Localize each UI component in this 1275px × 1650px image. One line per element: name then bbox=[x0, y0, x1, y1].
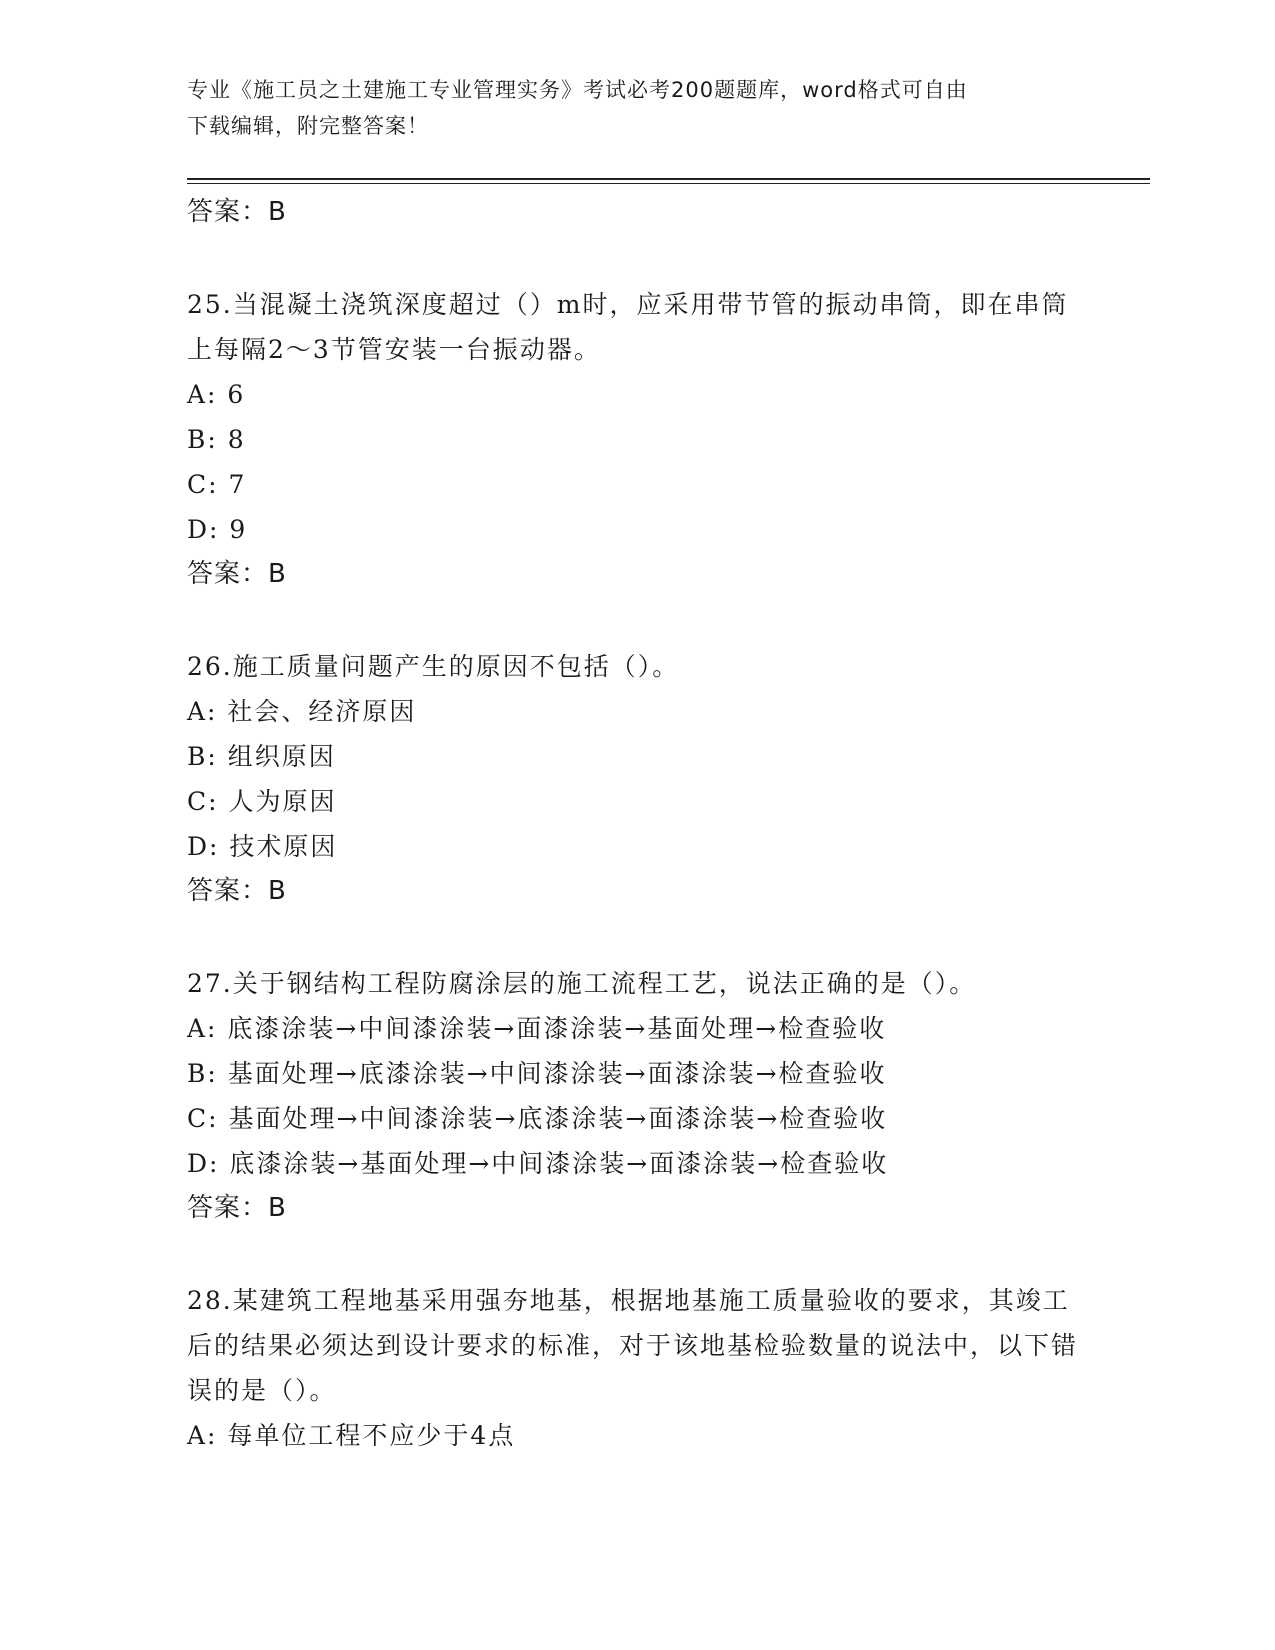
header-divider-thin bbox=[187, 183, 1150, 184]
header-line-2: 下载编辑，附完整答案！ bbox=[187, 114, 429, 138]
option-c: C: 7 bbox=[187, 470, 247, 499]
question-28 bbox=[187, 1278, 1087, 1458]
option-b: B: 8 bbox=[187, 425, 246, 454]
question-text: 26.施工质量问题产生的原因不包括（）。 bbox=[187, 652, 680, 681]
option-a: A: 底漆涂装→中间漆涂装→面漆涂装→基面处理→检查验收 bbox=[187, 1014, 887, 1043]
option-d: D: 底漆涂装→基面处理→中间漆涂装→面漆涂装→检查验收 bbox=[187, 1149, 889, 1178]
option-a: A: 6 bbox=[187, 380, 246, 409]
question-text: 25.当混凝土浇筑深度超过（）m时，应采用带节管的振动串筒，即在串筒上每隔2～3节管安装一台振动器。 bbox=[187, 290, 1069, 364]
answer: 答案：B bbox=[187, 1193, 287, 1223]
answer: 答案：B bbox=[187, 876, 287, 906]
answer: 答案：B bbox=[187, 559, 287, 589]
question-25 bbox=[187, 282, 1087, 597]
option-b: B: 基面处理→底漆涂装→中间漆涂装→面漆涂装→检查验收 bbox=[187, 1059, 887, 1088]
option-c: C: 基面处理→中间漆涂装→底漆涂装→面漆涂装→检查验收 bbox=[187, 1104, 888, 1133]
option-b: B: 组织原因 bbox=[187, 742, 336, 771]
question-27 bbox=[187, 961, 1087, 1231]
question-26 bbox=[187, 644, 1087, 914]
question-text: 27.关于钢结构工程防腐涂层的施工流程工艺，说法正确的是（）。 bbox=[187, 969, 977, 998]
header-line-1: 专业《施工员之土建施工专业管理实务》考试必考200题题库，word格式可自由 bbox=[187, 78, 968, 102]
previous-answer: 答案：B bbox=[187, 197, 287, 227]
option-d: D: 技术原因 bbox=[187, 832, 338, 861]
question-list bbox=[187, 190, 1087, 1458]
document-header bbox=[187, 72, 1067, 144]
header-divider-thick bbox=[187, 178, 1150, 180]
option-a: A: 社会、经济原因 bbox=[187, 697, 417, 726]
option-d: D: 9 bbox=[187, 515, 248, 544]
option-a: A: 每单位工程不应少于4点 bbox=[187, 1421, 516, 1450]
option-c: C: 人为原因 bbox=[187, 787, 337, 816]
question-text: 28.某建筑工程地基采用强夯地基，根据地基施工质量验收的要求，其竣工后的结果必须达到设计要求的标准，对于该地基检验数量的说法中，以下错误的是（）。 bbox=[187, 1286, 1079, 1405]
